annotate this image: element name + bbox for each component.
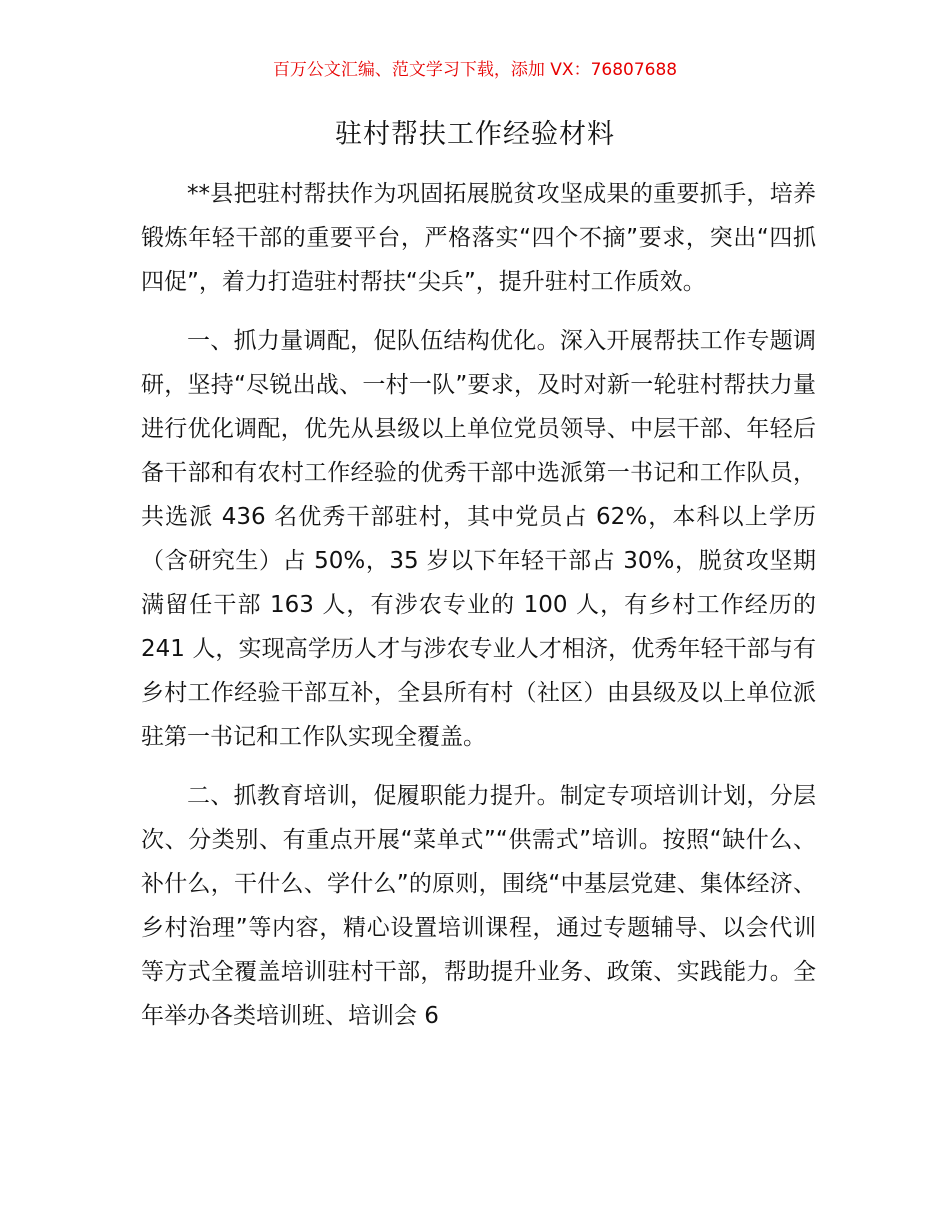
header-note: 百万公文汇编、范文学习下载，添加 VX：76807688 — [272, 60, 678, 80]
intro-paragraph: **县把驻村帮扶作为巩固拓展脱贫攻坚成果的重要抓手，培养锻炼年轻干部的重要平台，严格落实“四个不摘”要求，突出“四抓四促”，着力打造驻村帮扶“尖兵”，提升驻村工作质效。 — [141, 181, 816, 295]
document-title: 驻村帮扶工作经验材料 — [335, 119, 615, 150]
section-two-paragraph: 二、抓教育培训，促履职能力提升。制定专项培训计划，分层次、分类别、有重点开展“菜单式”“供需式”培训。按照“缺什么、补什么，干什么、学什么”的原则，围绕“中基层党建、集体经济、乡村治理”等内容，精心设置培训课程，通过专题辅导、以会代训等方式全覆盖培训驻村干部，帮助提升业务、政策、实践能力。全年举办各类培训班、培训会 6 — [141, 783, 816, 1029]
section-one-paragraph: 一、抓力量调配，促队伍结构优化。深入开展帮扶工作专题调研，坚持“尽锐出战、一村一队”要求，及时对新一轮驻村帮扶力量进行优化调配，优先从县级以上单位党员领导、中层干部、年轻后备干部和有农村工作经验的优秀干部中选派第一书记和工作队员，共选派 436 名优秀干部驻村，其中党员占 62%，本科以上学历（含研究生）占 50%，35 岁以下年轻干部占 30%，脱贫攻坚期满留任干部 163 人，有涉农专业的 100 人，有乡村工作经历的 241 人，实现高学历人才与涉农专业人才相济，优秀年轻干部与有乡村工作经验干部互补，全县所有村（社区）由县级及以上单位派驻第一书记和工作队实现全覆盖。 — [141, 328, 816, 750]
document-body — [141, 172, 816, 1053]
